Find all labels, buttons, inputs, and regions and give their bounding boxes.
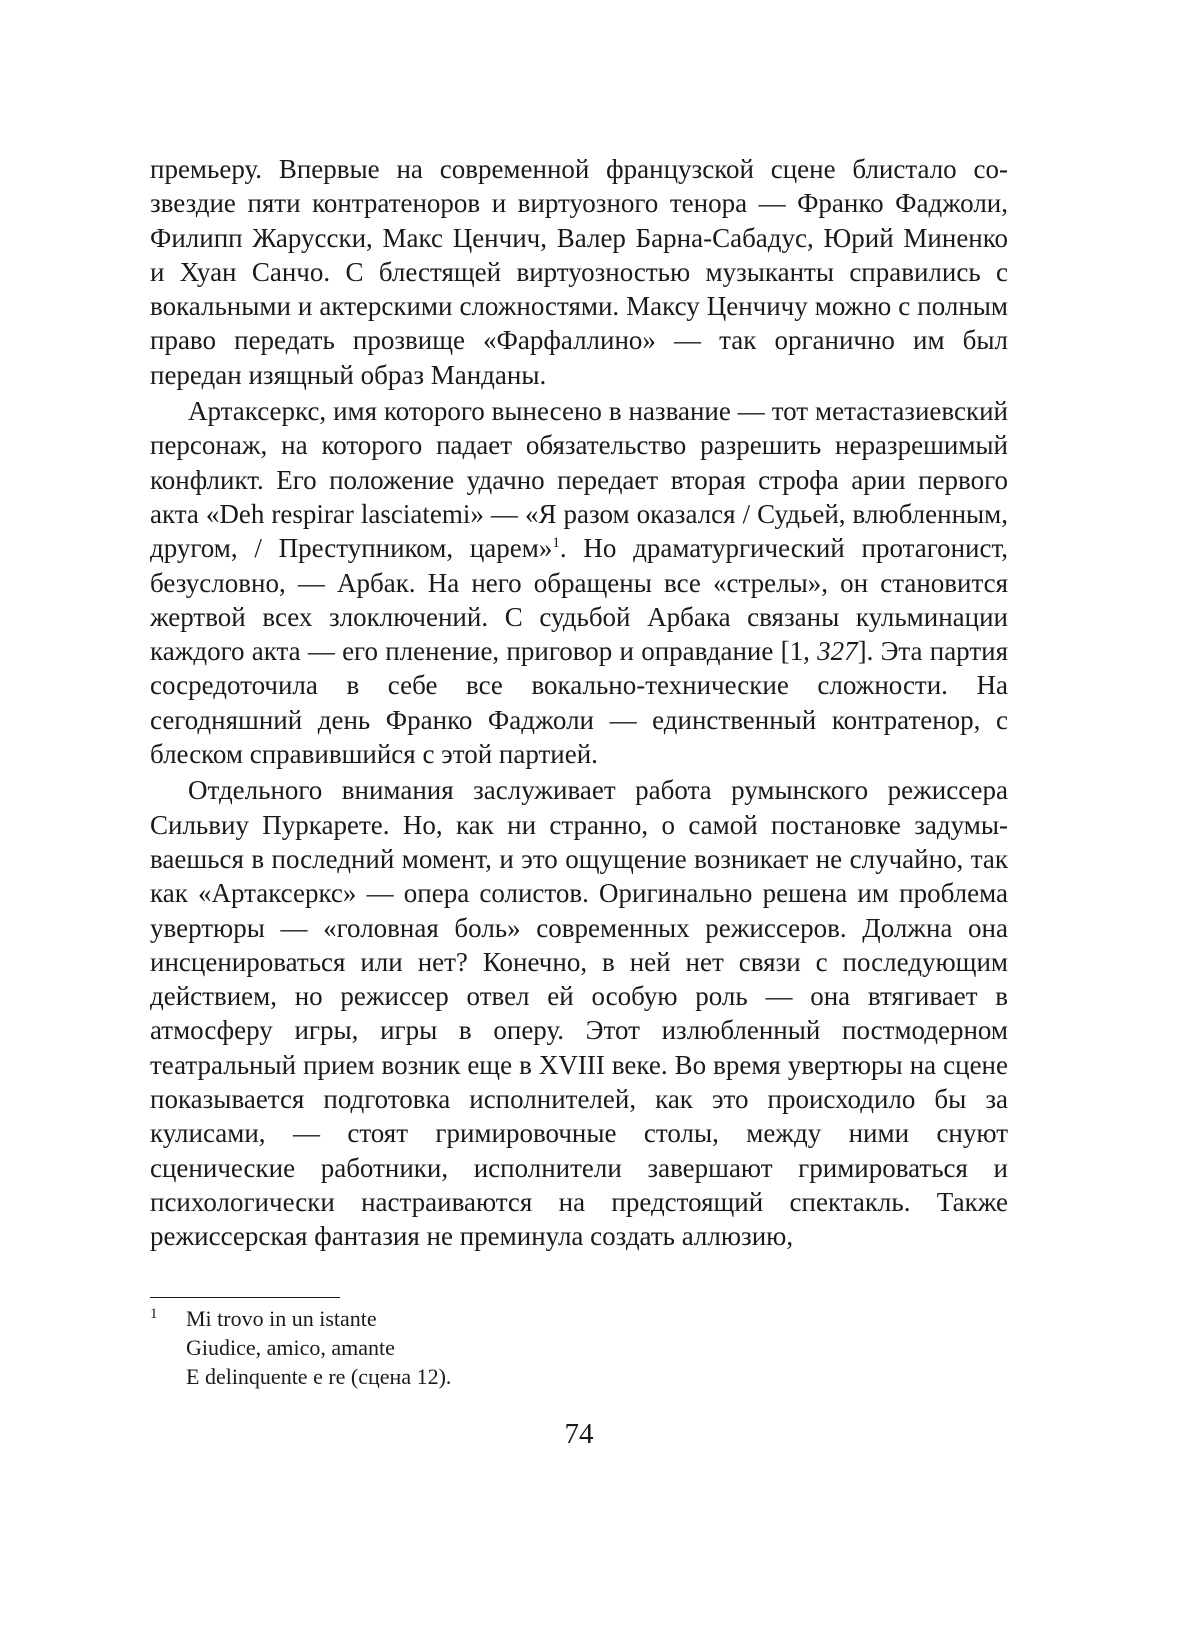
- paragraph-2-text-b: . Но драматургический протагонист, безусловно, — Арбак. На него обращены все «стрелы», он становится жертвой всех злоключений. С судьбой Арбака связаны кульминации каждого акта — его пленение, приговор и оправдание [1,: [150, 533, 1009, 667]
- footnote-text: [186, 1304, 451, 1391]
- page-number: 74: [564, 1418, 594, 1450]
- paragraph-1: [150, 152, 1008, 392]
- citation-page: 327: [817, 636, 858, 667]
- footnote-line: Giudice, amico, amante: [186, 1335, 395, 1360]
- paragraph-1-text: премьеру. Впервые на современной французской сцене блистало созвездие пяти контратеноров и виртуозного тенора — Франко Фаджоли, Филипп Жарусски, Макс Ценчич, Валер Барна-Сабадус, Юрий Миненко и Хуан Санчо. С блестящей виртуозностью музыканты справились с вокальными и актерскими сложностями. Максу Ценчичу можно с полным право передать прозвище «Фарфаллино» — так органично им был передан изящный образ Манданы.: [150, 154, 1008, 390]
- footnote-line: E delinquente e re (сцена 12).: [186, 1364, 452, 1389]
- footnote-divider: [150, 1297, 340, 1298]
- paragraph-2-text-c: ]. Эта партия сосредоточила в себе все вокально-технические сложности. На сегодняшний день Франко Фаджоли — единственный контратенор, с блеском справившийся с этой партией.: [150, 636, 1008, 770]
- body-text: [150, 152, 1008, 1254]
- paragraph-3: [150, 773, 1008, 1253]
- paragraph-2: [150, 394, 1008, 771]
- footnote-reference[interactable]: 1: [552, 535, 560, 552]
- paragraph-3-text: Отдельного внимания заслуживает работа румынского режиссера Сильвиу Пуркарете. Но, как ни странно, о самой постановке задумываешься в последний момент, и это ощущение возникает не случайно, так как «Артаксеркс» — опера солистов. Оригинально решена им проблема увертюры — «головная боль» современных режиссеров. Должна она инсценироваться или нет? Конечно, в ней нет связи с последующим действием, но режиссер отвел ей особую роль — она втягивает в атмосферу игры, игры в оперу. Этот излюбленный постмодерном театральный прием возник еще в XVIII веке. Во время увертюры на сцене показывается подготовка исполнителей, как это происходило бы за кулисами, — стоят гримировочные столы, между ними снуют сценические работники, исполнители завершают гримироваться и психологически настраиваются на предстоящий спектакль. Также режиссерская фантазия не преминула создать аллюзию,: [150, 775, 1008, 1252]
- footnote-number: 1: [150, 1306, 158, 1322]
- footnote-line: Mi trovo in un istante: [186, 1306, 377, 1331]
- paragraph-2-text-a: Артаксеркс, имя которого вынесено в название — тот метастазиевский персонаж, на которого падает обязательство разрешить неразрешимый конфликт. Его положение удачно передает вторая строфа арии первого акта «Deh respirar lasciatemi» — «Я разом оказался / Судьей, влюбленным, другом, / Преступником, царем»: [150, 396, 1008, 564]
